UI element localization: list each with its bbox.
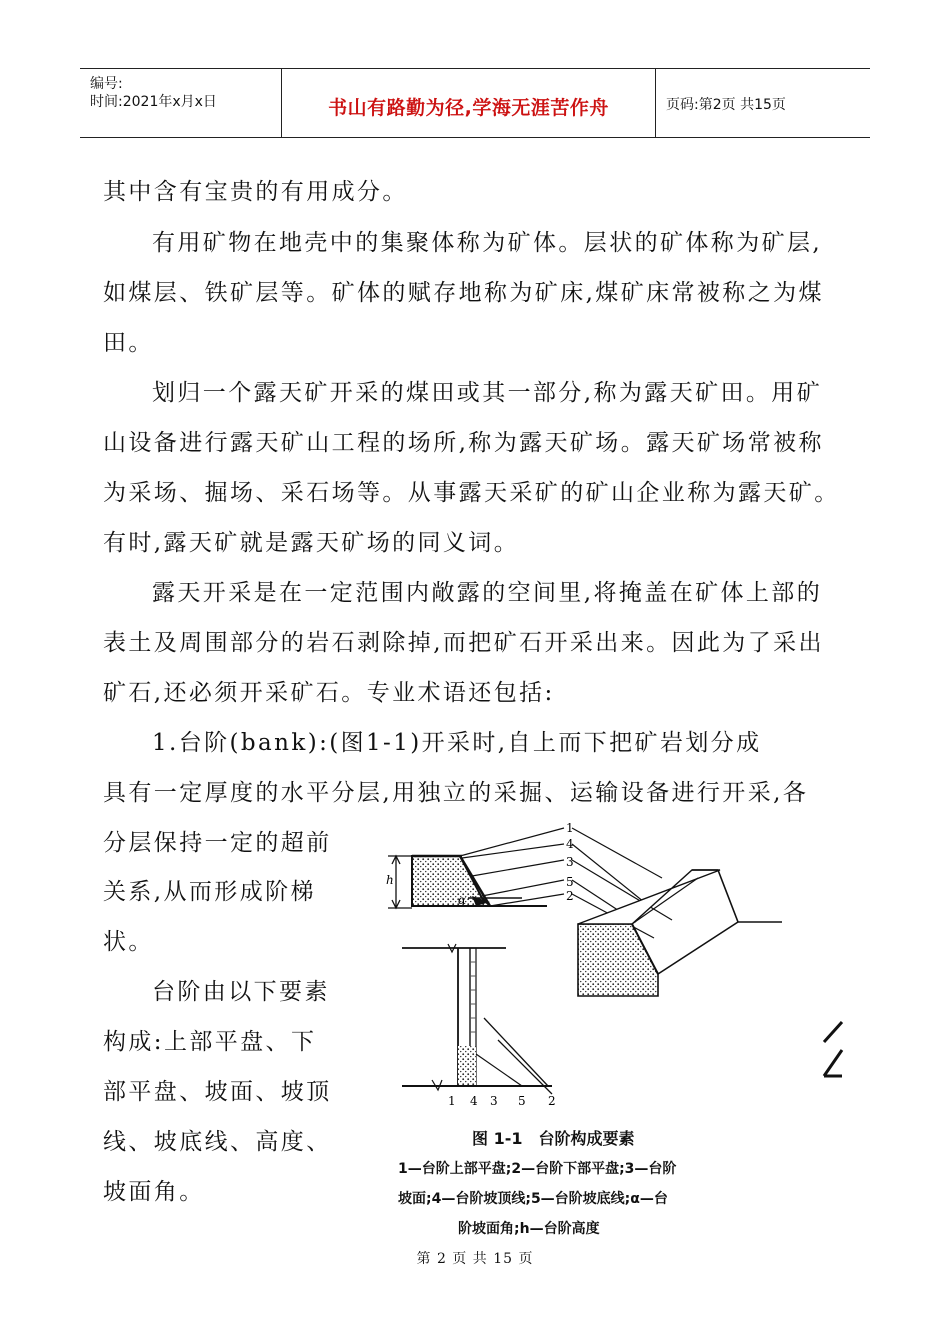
body-line: 田。 (103, 330, 154, 356)
fig-bottom-label-3: 3 (490, 1094, 498, 1108)
fig-bottom-label-2: 2 (548, 1094, 556, 1108)
figure-caption-line: 1—台阶上部平盘;2—台阶下部平盘;3—台阶 (398, 1161, 677, 1177)
side-line: 关系,从而形成阶梯 (103, 879, 316, 905)
header-info-cell (80, 69, 282, 137)
figure-caption-line: 坡面;4—台阶坡顶线;5—台阶坡底线;α—台 (398, 1191, 668, 1207)
bottom-labels (448, 1094, 556, 1108)
side-line: 状。 (103, 929, 154, 955)
doc-number-label: 编号: (90, 76, 123, 92)
fig-top-label-4: 4 (566, 837, 574, 851)
side-line: 线、坡底线、高度、 (103, 1129, 332, 1155)
side-line: 坡面角。 (103, 1179, 205, 1205)
side-line: 部平盘、坡面、坡顶 (103, 1079, 332, 1105)
body-line: 具有一定厚度的水平分层,用独立的采掘、运输设备进行开采,各 (103, 780, 809, 806)
figure-caption-title: 图 1-1 台阶构成要素 (472, 1129, 635, 1148)
fig-top-label-2: 2 (566, 889, 574, 903)
body-line: 有时,露天矿就是露天矿场的同义词。 (103, 530, 520, 556)
fig-h-label: h (386, 873, 394, 887)
fig-top-label-5: 5 (566, 875, 574, 889)
body-line: 矿石,还必须开采矿石。专业术语还包括: (103, 680, 555, 706)
fig-alpha-label: α (458, 893, 467, 907)
fig-top-label-1: 1 (566, 821, 574, 835)
side-line: 构成:上部平盘、下 (103, 1029, 317, 1055)
body-line: 有用矿物在地壳中的集聚体称为矿体。层状的矿体称为矿层, (152, 230, 823, 256)
header-motto-cell (282, 69, 656, 137)
header-motto: 书山有路勤为径,学海无涯苦作舟 (328, 97, 609, 119)
body-line: 露天开采是在一定范围内敞露的空间里,将掩盖在矿体上部的 (152, 580, 823, 606)
body-line: 如煤层、铁矿层等。矿体的赋存地称为矿床,煤矿床常被称之为煤 (103, 280, 824, 306)
figure-caption-line: 阶坡面角;h—台阶高度 (458, 1221, 600, 1237)
side-line: 台阶由以下要素 (152, 979, 330, 1005)
body-line: 为采场、掘场、采石场等。从事露天采矿的矿山企业称为露天矿。 (103, 480, 840, 506)
body-line: 其中含有宝贵的有用成分。 (103, 179, 408, 205)
bench-plan-view (402, 944, 552, 1094)
page-footer: 第 2 页 共 15 页 (416, 1251, 534, 1267)
fig-top-label-3: 3 (566, 855, 574, 869)
page-header (80, 68, 870, 138)
body-line: 1.台阶(bank):(图1-1)开采时,自上而下把矿岩划分成 (152, 730, 762, 756)
bench-perspective (578, 870, 842, 1076)
fig-bottom-label-5: 5 (518, 1094, 526, 1108)
body-line: 表土及周围部分的岩石剥除掉,而把矿石开采出来。因此为了采出 (103, 630, 824, 656)
top-labels (566, 821, 574, 903)
bench-diagram (372, 818, 850, 1108)
body-line: 山设备进行露天矿山工程的场所,称为露天矿场。露天矿场常被称 (103, 430, 824, 456)
doc-time-label: 时间:2021年x月x日 (90, 94, 217, 110)
header-page-info: 页码:第2页 共15页 (666, 97, 786, 113)
body-line: 划归一个露天矿开采的煤田或其一部分,称为露天矿田。用矿 (152, 380, 823, 406)
fig-bottom-label-1: 1 (448, 1094, 456, 1108)
fig-bottom-label-4: 4 (470, 1094, 478, 1108)
side-line: 分层保持一定的超前 (103, 830, 332, 856)
